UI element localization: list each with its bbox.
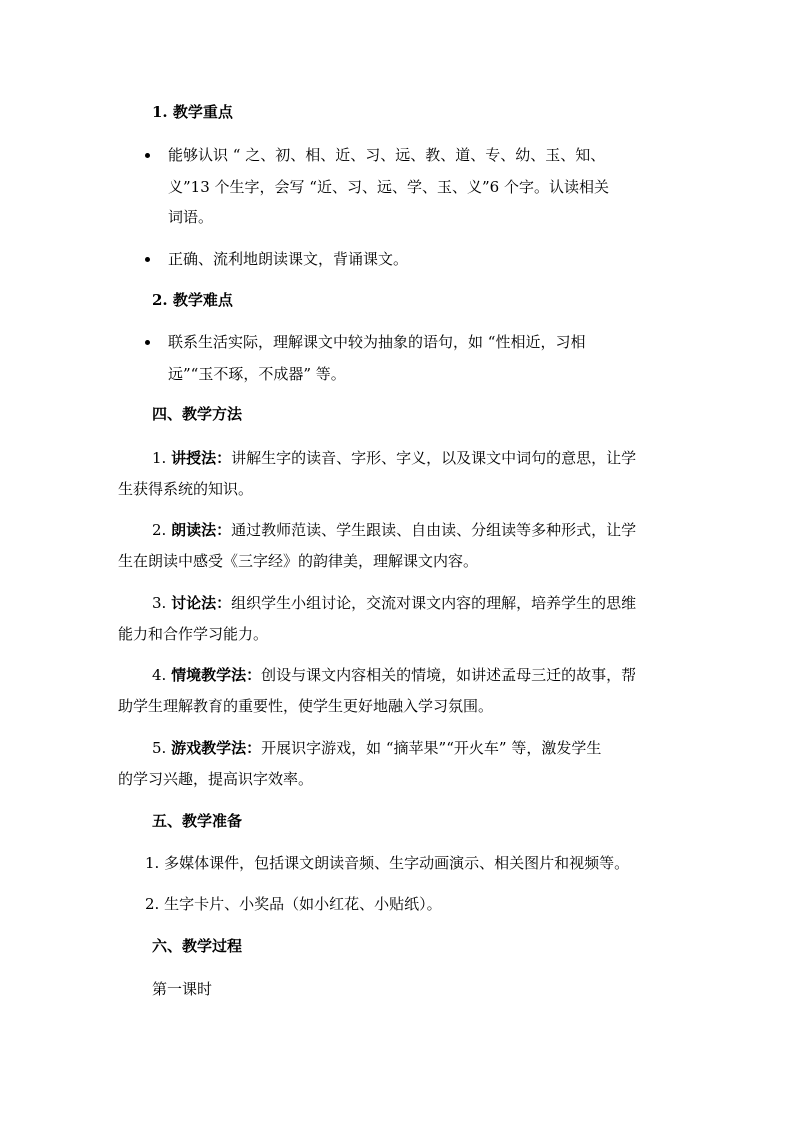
method-label: 讲授法： [171, 449, 232, 467]
subheading-key-points [152, 102, 233, 122]
preparation-item [145, 853, 629, 873]
bullet-text-line: 能够认识 “ 之、初、相、近、习、远、教、道、专、幼、玉、知、 [168, 146, 606, 164]
method-item-line2: 的学习兴趣，提高识字效率。 [118, 770, 314, 788]
bullet-text-line: 词语。 [168, 208, 214, 226]
method-number: 5. [152, 739, 167, 757]
method-label: 情境教学法： [171, 666, 262, 684]
method-text: 开展识字游戏，如 “摘苹果”“开火车” 等，激发学生 [261, 739, 602, 757]
subheading-number: 2. [152, 291, 168, 309]
subheading-title: 教学重点 [172, 103, 233, 121]
method-text: 创设与课文内容相关的情境，如讲述孟母三迁的故事，帮 [261, 666, 637, 684]
section-heading-preparation: 五、教学准备 [152, 812, 243, 830]
method-label: 游戏教学法： [171, 739, 262, 757]
section-heading-process: 六、教学过程 [152, 937, 243, 955]
method-number: 4. [152, 666, 167, 684]
bullet-dot [145, 153, 150, 158]
subheading-title: 教学难点 [172, 291, 233, 309]
method-number: 3. [152, 594, 167, 612]
method-item-line1 [152, 665, 636, 685]
method-item-line1 [152, 448, 636, 468]
subheading-difficulties [152, 290, 233, 310]
section-heading-methods: 四、教学方法 [152, 405, 243, 423]
bullet-text-line: 远”“玉不琢，不成器” 等。 [168, 365, 346, 383]
method-item-line2: 生获得系统的知识。 [118, 480, 254, 498]
method-text: 讲解生字的读音、字形、字义，以及课文中词句的意思，让学 [231, 449, 637, 467]
method-number: 2. [152, 521, 167, 539]
bullet-text-line: 正确、流利地朗读课文，背诵课文。 [168, 250, 409, 268]
subheading-number: 1. [152, 103, 168, 121]
method-label: 讨论法： [171, 594, 232, 612]
method-item-line1 [152, 593, 636, 613]
method-item-line2: 能力和合作学习能力。 [118, 625, 269, 643]
method-number: 1. [152, 449, 167, 467]
preparation-text: 生字卡片、小奖品（如小红花、小贴纸）。 [164, 895, 442, 913]
preparation-text: 多媒体课件，包括课文朗读音频、生字动画演示、相关图片和视频等。 [164, 854, 630, 872]
preparation-number: 2. [145, 895, 160, 913]
preparation-item [145, 894, 442, 914]
method-item-line2: 助学生理解教育的重要性，使学生更好地融入学习氛围。 [118, 697, 494, 715]
lesson-label: 第一课时 [152, 980, 213, 998]
method-item-line1 [152, 520, 636, 540]
bullet-text-line: 联系生活实际，理解课文中较为抽象的语句，如 “性相近，习相 [168, 333, 586, 351]
method-item-line2: 生在朗读中感受《三字经》的韵律美，理解课文内容。 [118, 552, 479, 570]
bullet-dot [145, 340, 150, 345]
method-text: 通过教师范读、学生跟读、自由读、分组读等多种形式，让学 [231, 521, 637, 539]
preparation-number: 1. [145, 854, 160, 872]
method-item-line1 [152, 738, 601, 758]
bullet-dot [145, 257, 150, 262]
method-label: 朗读法： [171, 521, 232, 539]
bullet-text-line: 义”13 个生字，会写 “近、习、远、学、玉、义”6 个字。认读相关 [168, 178, 609, 196]
method-text: 组织学生小组讨论，交流对课文内容的理解，培养学生的思维 [231, 594, 637, 612]
